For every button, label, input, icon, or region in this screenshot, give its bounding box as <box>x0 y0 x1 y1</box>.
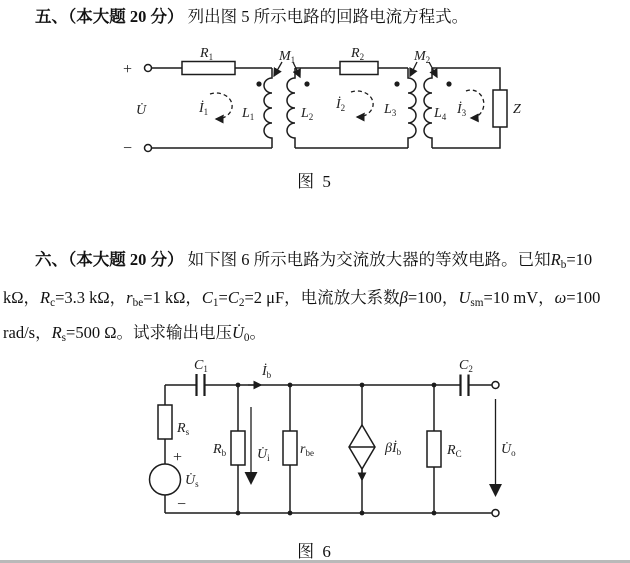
plus-sign: + <box>173 449 183 466</box>
inductor-L2 <box>287 68 295 148</box>
loop2 <box>287 62 416 149</box>
label-M2: $M_2$ <box>414 49 431 65</box>
label-L1: $L_1$ <box>242 106 255 122</box>
label-C2: $C_2$ <box>459 358 473 374</box>
resistor-Rb <box>231 431 245 465</box>
capacitor-C1 <box>197 374 205 396</box>
loop1 <box>152 62 273 149</box>
figure5-caption: 图 5 <box>297 172 333 191</box>
label-Z: Z <box>513 102 521 117</box>
label-Rs: $R_s$ <box>177 421 190 437</box>
impedance-Z <box>493 90 507 127</box>
resistor-RC <box>427 431 441 467</box>
label-L2: $L_2$ <box>301 106 314 122</box>
label-U: U̇ <box>136 103 147 118</box>
source-branch <box>150 385 187 513</box>
RC-branch <box>427 385 441 513</box>
rbe-branch <box>283 385 297 513</box>
resistor-R1 <box>182 62 235 75</box>
mutual-M1-arrows <box>274 62 300 77</box>
inductor-L4 <box>424 68 432 148</box>
label-Ui: $U̇_i$ <box>257 447 270 463</box>
problem6-statement-line3: rad/s，Rs=500 Ω。试求输出电压U̇0。 <box>3 323 267 345</box>
top-rail <box>165 374 492 396</box>
resistor-Rs <box>158 405 172 439</box>
resistor-rbe <box>283 431 297 465</box>
label-rbe: $r_{be}$ <box>300 442 314 458</box>
problem6-statement-line1: 六、（本大题 20 分） 如下图 6 所示电路为交流放大器的等效电路。已知Rb=10 <box>35 250 593 272</box>
label-betaIb: $\beta İ_b$ <box>385 441 402 457</box>
label-Rb: $R_b$ <box>213 442 227 458</box>
label-Us: $U̇_s$ <box>185 473 199 489</box>
label-I3: $İ_3$ <box>457 102 467 118</box>
inductor-L1 <box>264 68 272 148</box>
label-C1: $C_1$ <box>194 358 208 374</box>
label-L4: $L_4$ <box>434 106 447 122</box>
label-R2: $R_2$ <box>351 46 365 62</box>
resistor-R2 <box>340 62 378 75</box>
Rb-branch <box>231 385 245 513</box>
plus-sign: + <box>123 61 133 78</box>
label-I2: $İ_2$ <box>336 97 346 113</box>
label-L3: $L_3$ <box>384 102 397 118</box>
label-Uo: $U̇_o$ <box>501 442 516 458</box>
label-RC: $R_C$ <box>447 443 462 459</box>
polarity-dots <box>256 81 451 86</box>
capacitor-C2 <box>461 375 469 397</box>
label-M1: $M_1$ <box>279 49 296 65</box>
label-I1: $İ_1$ <box>199 101 209 117</box>
source-Us <box>150 464 181 495</box>
inductor-L3 <box>408 68 416 148</box>
minus-sign: − <box>177 496 187 513</box>
figure6-circuit <box>145 355 525 527</box>
mutual-M2-arrows <box>410 62 437 77</box>
dependent-source-betaIb <box>349 385 375 513</box>
figure5-circuit <box>110 44 535 164</box>
problem5-statement: 五、（本大题 20 分） 列出图 5 所示电路的回路电流方程式。 <box>35 7 469 26</box>
label-R1: $R_1$ <box>200 46 214 62</box>
label-Ib: $İ_b$ <box>262 364 272 380</box>
problem6-statement-line2: kΩ，Rc=3.3 kΩ，rbe=1 kΩ，C1=C2=2 μF，电流放大系数β=100，Usm=10 mV，ω=100 <box>3 288 601 310</box>
minus-sign: − <box>123 140 133 157</box>
figure6-caption: 图 6 <box>297 542 333 561</box>
